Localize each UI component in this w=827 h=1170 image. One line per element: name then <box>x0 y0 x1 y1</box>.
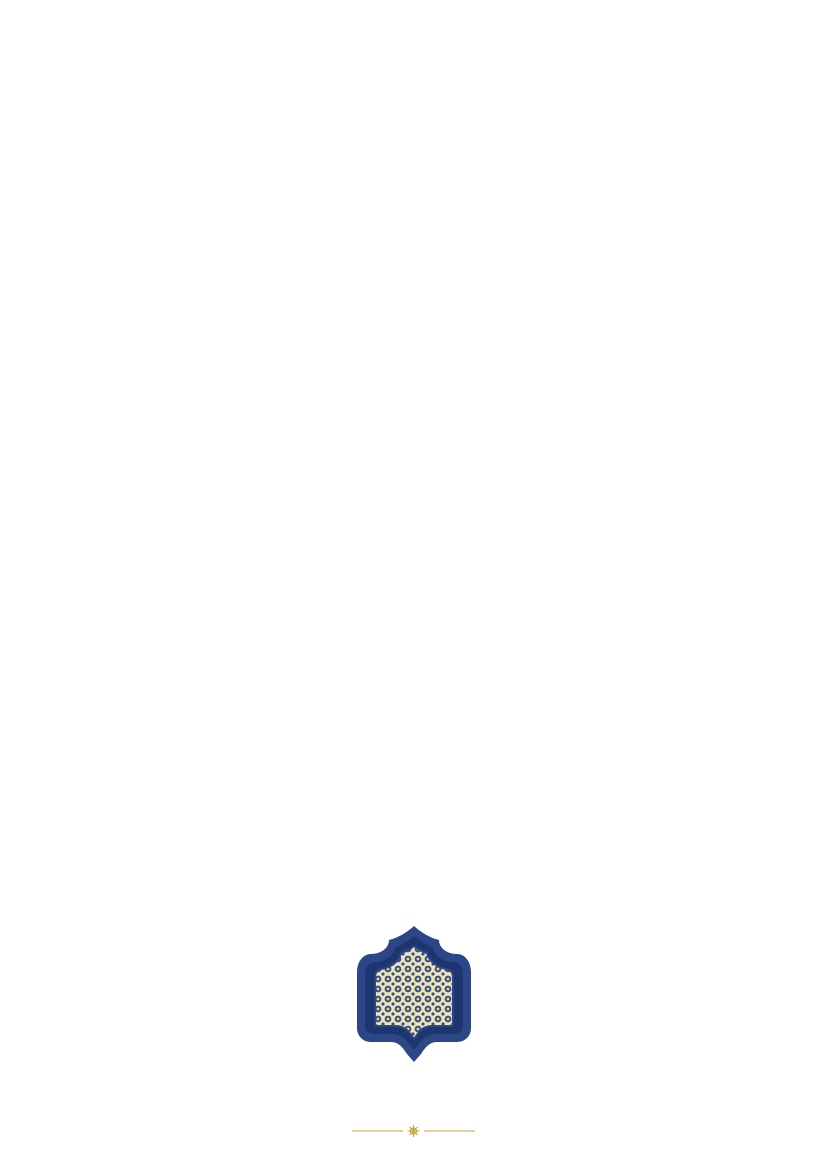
ornament-divider-icon <box>350 1124 477 1138</box>
menu-item <box>0 545 827 571</box>
palm-leaves-top-decoration <box>0 0 827 310</box>
menu-item <box>0 370 827 396</box>
palm-leaves-bottom-right-decoration <box>567 860 827 1170</box>
menu-item <box>0 746 827 772</box>
moorish-window-icon <box>353 924 475 1064</box>
menu-item <box>0 421 827 447</box>
menu-item <box>0 696 827 722</box>
menu-item <box>0 621 827 647</box>
menu-item <box>0 796 827 822</box>
palm-leaves-bottom-left-decoration <box>0 860 260 1170</box>
